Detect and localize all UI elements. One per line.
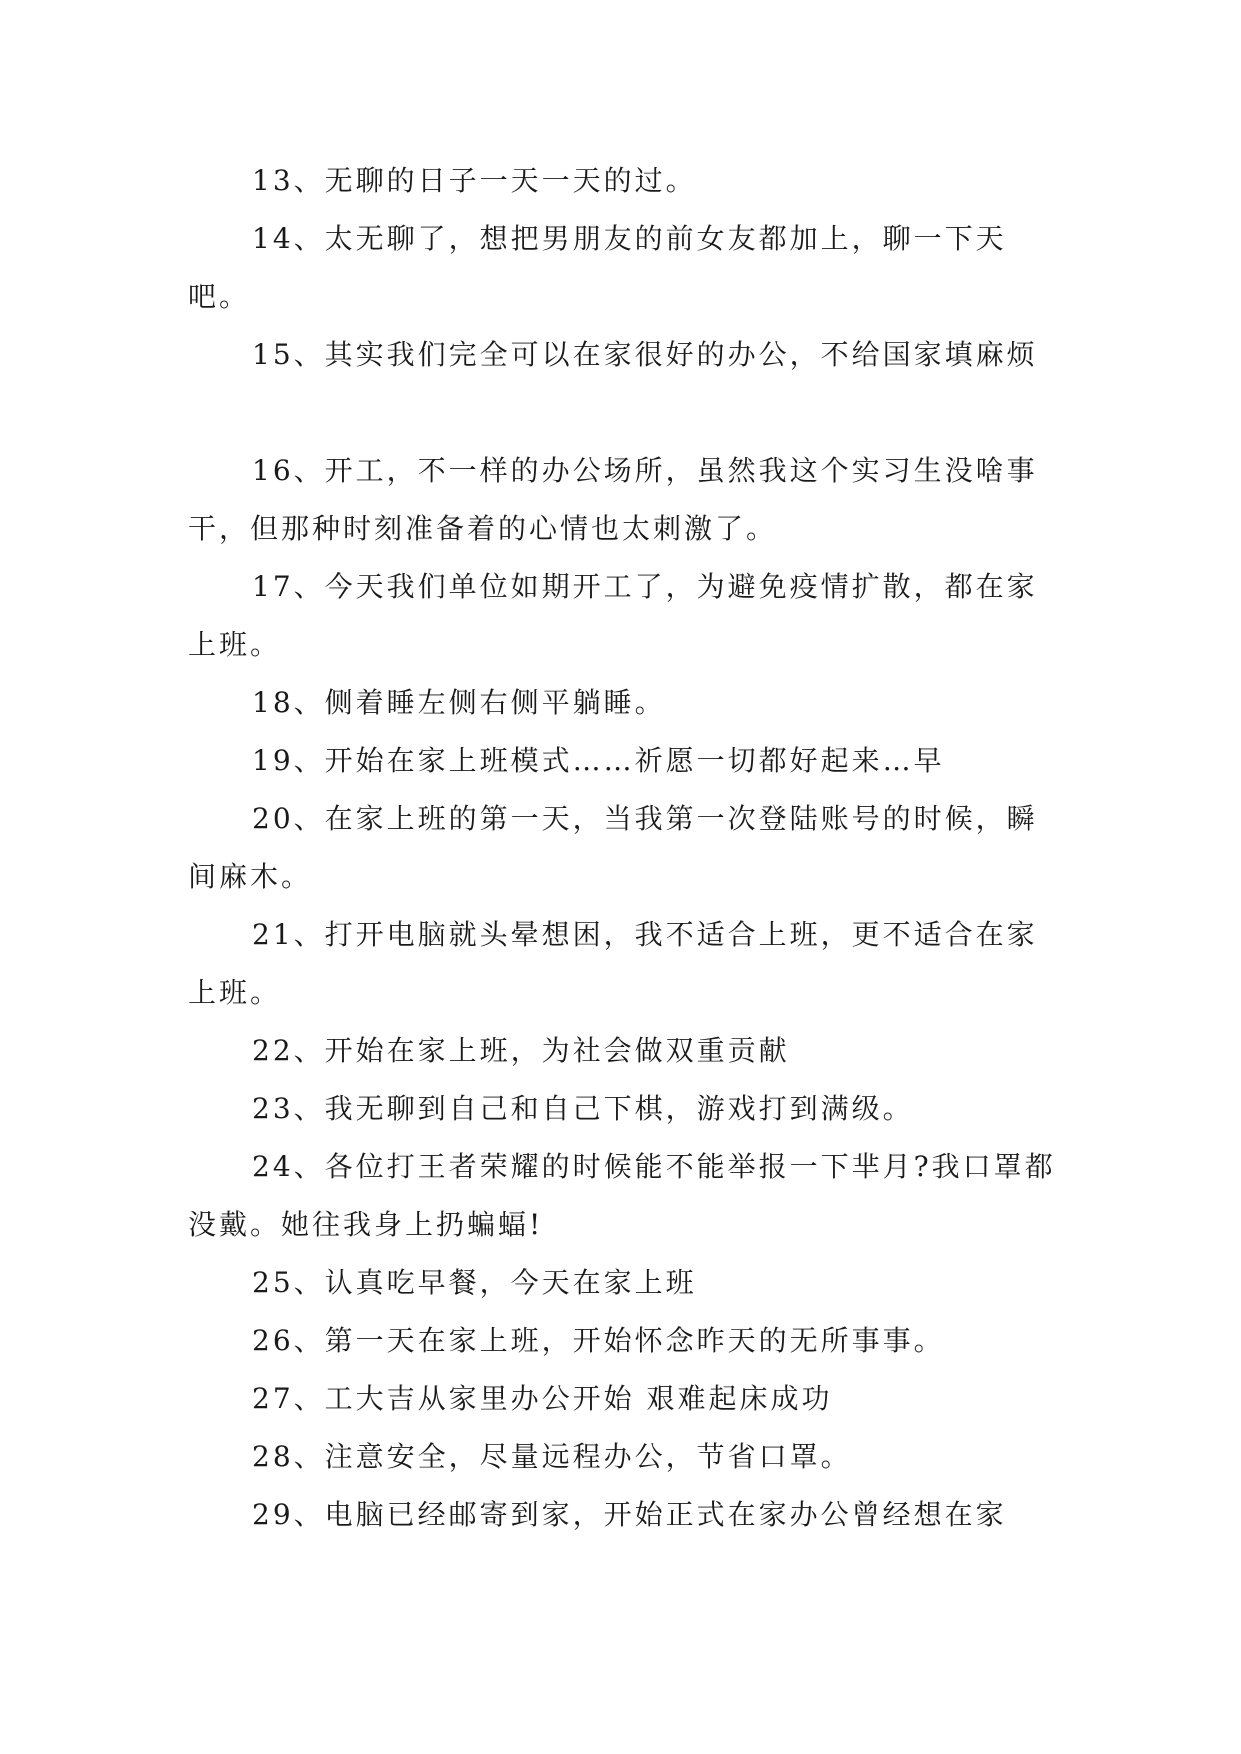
paragraph-13: 13、无聊的日子一天一天的过。 (252, 164, 697, 197)
paragraph-24: 24、各位打王者荣耀的时候能不能举报一下芈月?我口罩都没戴。她往我身上扔蝙蝠! (188, 1150, 1056, 1241)
paragraph-19: 19、开始在家上班模式……祈愿一切都好起来…早 (252, 744, 945, 777)
paragraph-15: 15、其实我们完全可以在家很好的办公，不给国家填麻烦 (252, 338, 1038, 371)
paragraph-16: 16、开工，不一样的办公场所，虽然我这个实习生没啥事干，但那种时刻准备着的心情也太刺激了。 (188, 454, 1038, 545)
paragraph-22: 22、开始在家上班，为社会做双重贡献 (252, 1034, 790, 1067)
paragraph-17: 17、今天我们单位如期开工了，为避免疫情扩散，都在家上班。 (188, 570, 1038, 661)
paragraph-26: 26、第一天在家上班，开始怀念昨天的无所事事。 (252, 1324, 945, 1357)
paragraph-14: 14、太无聊了，想把男朋友的前女友都加上，聊一下天吧。 (188, 222, 1007, 313)
paragraph-29: 29、电脑已经邮寄到家，开始正式在家办公曾经想在家 (252, 1498, 1007, 1531)
paragraph-20: 20、在家上班的第一天，当我第一次登陆账号的时候，瞬间麻木。 (188, 802, 1038, 893)
paragraph-25: 25、认真吃早餐，今天在家上班 (252, 1266, 697, 1299)
paragraph-23: 23、我无聊到自己和自己下棋，游戏打到满级。 (252, 1092, 914, 1125)
paragraph-21: 21、打开电脑就头晕想困，我不适合上班，更不适合在家上班。 (188, 918, 1038, 1009)
paragraph-18: 18、侧着睡左侧右侧平躺睡。 (252, 686, 666, 719)
paragraph-27: 27、工大吉从家里办公开始 艰难起床成功 (252, 1382, 833, 1415)
paragraph-28: 28、注意安全，尽量远程办公，节省口罩。 (252, 1440, 852, 1473)
